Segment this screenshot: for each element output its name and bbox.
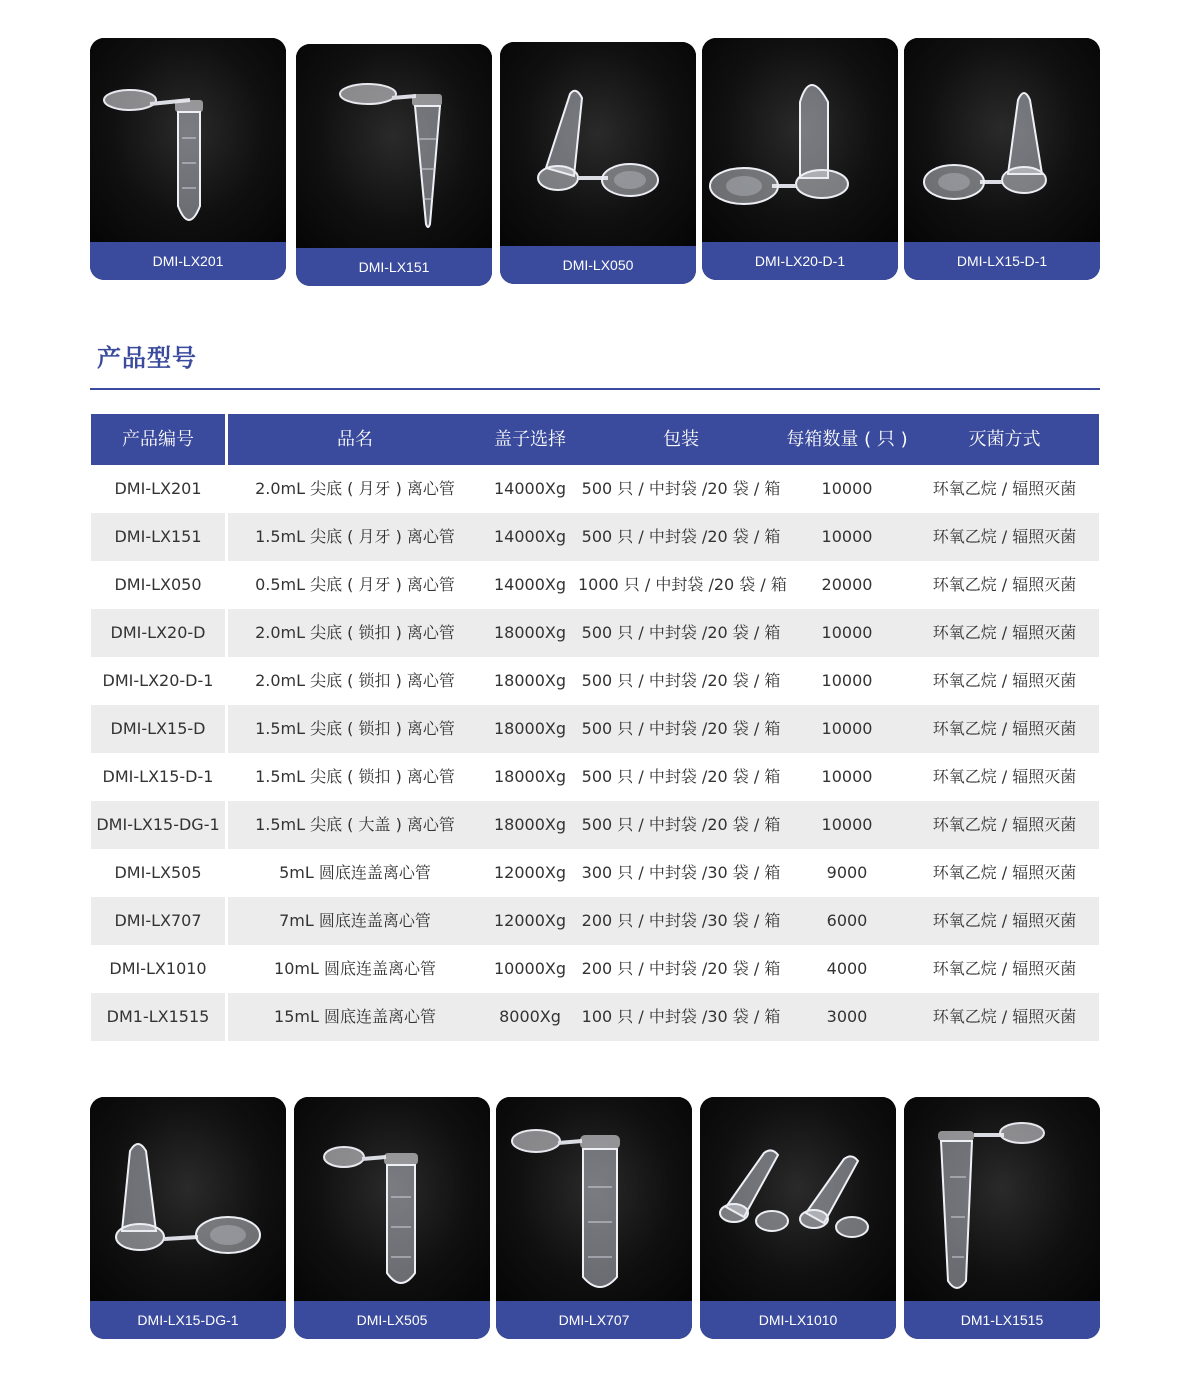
header-cell: 盖子选择 [494,429,566,450]
sterilization-cell: 环氧乙烷 / 辐照灭菌 [932,671,1077,690]
product-label: DMI-LX15-D-1 [904,242,1100,280]
product-card-lx20-d-1[interactable] [702,38,898,280]
model-cell: DMI-LX15-DG-1 [96,815,220,834]
product-card-lx1010[interactable] [700,1097,896,1339]
force-cell: 14000Xg [493,575,566,594]
product-photo [702,38,898,242]
quantity-cell: 10000 [821,719,873,738]
quantity-cell: 20000 [821,575,873,594]
product-card-lx201[interactable] [90,38,286,280]
product-photo [90,1097,286,1301]
table-row [91,705,1099,753]
force-cell: 14000Xg [493,527,566,546]
quantity-cell: 9000 [826,863,868,882]
packaging-cell: 500 只 / 中封袋 /20 袋 / 箱 [581,719,781,738]
packaging-cell: 500 只 / 中封袋 /20 袋 / 箱 [581,815,781,834]
packaging-cell: 500 只 / 中封袋 /20 袋 / 箱 [581,527,781,546]
name-cell: 2.0mL 尖底 ( 锁扣 ) 离心管 [255,623,455,642]
sterilization-cell: 环氧乙烷 / 辐照灭菌 [932,479,1077,498]
name-cell: 10mL 圆底连盖离心管 [274,959,436,978]
product-label: DMI-LX201 [90,242,286,280]
sterilization-cell: 环氧乙烷 / 辐照灭菌 [932,815,1077,834]
product-photo [500,42,696,246]
model-cell: DMI-LX151 [114,527,202,546]
product-photo [904,38,1100,242]
model-cell: DMI-LX15-D [110,719,206,738]
name-cell: 15mL 圆底连盖离心管 [274,1007,436,1026]
name-cell: 2.0mL 尖底 ( 月牙 ) 离心管 [255,479,455,498]
quantity-cell: 3000 [826,1007,868,1026]
model-cell: DMI-LX201 [114,479,202,498]
quantity-cell: 10000 [821,815,873,834]
packaging-cell: 200 只 / 中封袋 /20 袋 / 箱 [581,959,781,978]
force-cell: 12000Xg [493,911,566,930]
table-row [91,753,1099,801]
force-cell: 18000Xg [493,671,566,690]
quantity-cell: 10000 [821,767,873,786]
header-cell: 品名 [337,429,373,450]
product-photo [700,1097,896,1301]
product-label: DMI-LX1010 [700,1301,896,1339]
product-label: DMI-LX707 [496,1301,692,1339]
table-row [91,897,1099,945]
sterilization-cell: 环氧乙烷 / 辐照灭菌 [932,767,1077,786]
sterilization-cell: 环氧乙烷 / 辐照灭菌 [932,623,1077,642]
table-header [91,414,1099,465]
product-card-lx050[interactable] [500,42,696,284]
table-row [91,657,1099,705]
product-photo [904,1097,1100,1301]
table-row [91,849,1099,897]
quantity-cell: 10000 [821,527,873,546]
quantity-cell: 10000 [821,479,873,498]
header-cell: 包装 [663,429,699,450]
force-cell: 18000Xg [493,767,566,786]
quantity-cell: 6000 [826,911,868,930]
table-row [91,465,1099,513]
tube-icon [904,1097,1100,1301]
model-cell: DMI-LX050 [114,575,202,594]
packaging-cell: 500 只 / 中封袋 /20 袋 / 箱 [581,623,781,642]
name-cell: 0.5mL 尖底 ( 月牙 ) 离心管 [255,575,455,594]
name-cell: 1.5mL 尖底 ( 锁扣 ) 离心管 [255,719,455,738]
product-card-lx505[interactable] [294,1097,490,1339]
model-cell: DMI-LX20-D-1 [102,671,214,690]
name-cell: 1.5mL 尖底 ( 月牙 ) 离心管 [255,527,455,546]
product-label: DMI-LX15-DG-1 [90,1301,286,1339]
table-row [91,609,1099,657]
sterilization-cell: 环氧乙烷 / 辐照灭菌 [932,719,1077,738]
model-cell: DMI-LX20-D [110,623,206,642]
top-product-gallery [90,38,1100,284]
name-cell: 2.0mL 尖底 ( 锁扣 ) 离心管 [255,671,455,690]
tube-icon [904,38,1100,242]
section-divider [90,388,1100,390]
tube-icon [700,1097,896,1301]
model-cell: DMI-LX505 [114,863,202,882]
table-row [91,993,1099,1041]
quantity-cell: 4000 [826,959,868,978]
bottom-product-gallery [90,1097,1100,1343]
product-label: DMI-LX050 [500,246,696,284]
quantity-cell: 10000 [821,623,873,642]
table-body [91,465,1099,1041]
product-card-lx15-dg-1[interactable] [90,1097,286,1339]
table-row [91,513,1099,561]
tube-icon [702,38,898,242]
model-cell: DMI-LX15-D-1 [102,767,214,786]
force-cell: 18000Xg [493,815,566,834]
quantity-cell: 10000 [821,671,873,690]
force-cell: 12000Xg [493,863,566,882]
header-cell: 产品编号 [122,429,194,450]
packaging-cell: 500 只 / 中封袋 /20 袋 / 箱 [581,479,781,498]
sterilization-cell: 环氧乙烷 / 辐照灭菌 [932,575,1077,594]
tube-icon [496,1097,692,1301]
force-cell: 10000Xg [493,959,566,978]
product-model-table [91,414,1099,1041]
packaging-cell: 200 只 / 中封袋 /30 袋 / 箱 [581,911,781,930]
header-cell: 每箱数量 ( 只 ) [786,429,908,450]
header-cell: 灭菌方式 [968,429,1041,450]
packaging-cell: 500 只 / 中封袋 /20 袋 / 箱 [581,671,781,690]
name-cell: 7mL 圆底连盖离心管 [279,911,431,930]
product-label: DMI-LX151 [296,248,492,286]
force-cell: 18000Xg [493,719,566,738]
product-photo [90,38,286,242]
product-label: DMI-LX20-D-1 [702,242,898,280]
sterilization-cell: 环氧乙烷 / 辐照灭菌 [932,959,1077,978]
force-cell: 14000Xg [493,479,566,498]
packaging-cell: 500 只 / 中封袋 /20 袋 / 箱 [581,767,781,786]
name-cell: 1.5mL 尖底 ( 锁扣 ) 离心管 [255,767,455,786]
product-photo [496,1097,692,1301]
section-title: 产品型号 [97,344,197,372]
model-cell: DMI-LX1010 [109,959,207,978]
product-card-lx707[interactable] [496,1097,692,1339]
model-cell: DM1-LX1515 [106,1007,210,1026]
name-cell: 1.5mL 尖底 ( 大盖 ) 离心管 [255,815,455,834]
product-card-lx15-d-1[interactable] [904,38,1100,280]
tube-icon [90,38,286,242]
model-cell: DMI-LX707 [114,911,202,930]
packaging-cell: 100 只 / 中封袋 /30 袋 / 箱 [581,1007,781,1026]
sterilization-cell: 环氧乙烷 / 辐照灭菌 [932,911,1077,930]
force-cell: 18000Xg [493,623,566,642]
product-label: DM1-LX1515 [904,1301,1100,1339]
product-card-lx151[interactable] [296,44,492,286]
sterilization-cell: 环氧乙烷 / 辐照灭菌 [932,863,1077,882]
table-row [91,801,1099,849]
name-cell: 5mL 圆底连盖离心管 [279,863,431,882]
tube-icon [296,44,492,248]
product-photo [294,1097,490,1301]
sterilization-cell: 环氧乙烷 / 辐照灭菌 [932,527,1077,546]
sterilization-cell: 环氧乙烷 / 辐照灭菌 [932,1007,1077,1026]
tube-icon [294,1097,490,1301]
tube-icon [500,42,696,246]
table-row [91,945,1099,993]
table-row [91,561,1099,609]
packaging-cell: 1000 只 / 中封袋 /20 袋 / 箱 [578,575,787,594]
packaging-cell: 300 只 / 中封袋 /30 袋 / 箱 [581,863,781,882]
product-label: DMI-LX505 [294,1301,490,1339]
product-photo [296,44,492,248]
force-cell: 8000Xg [499,1007,561,1026]
product-card-lx1515[interactable] [904,1097,1100,1339]
tube-icon [90,1097,286,1301]
